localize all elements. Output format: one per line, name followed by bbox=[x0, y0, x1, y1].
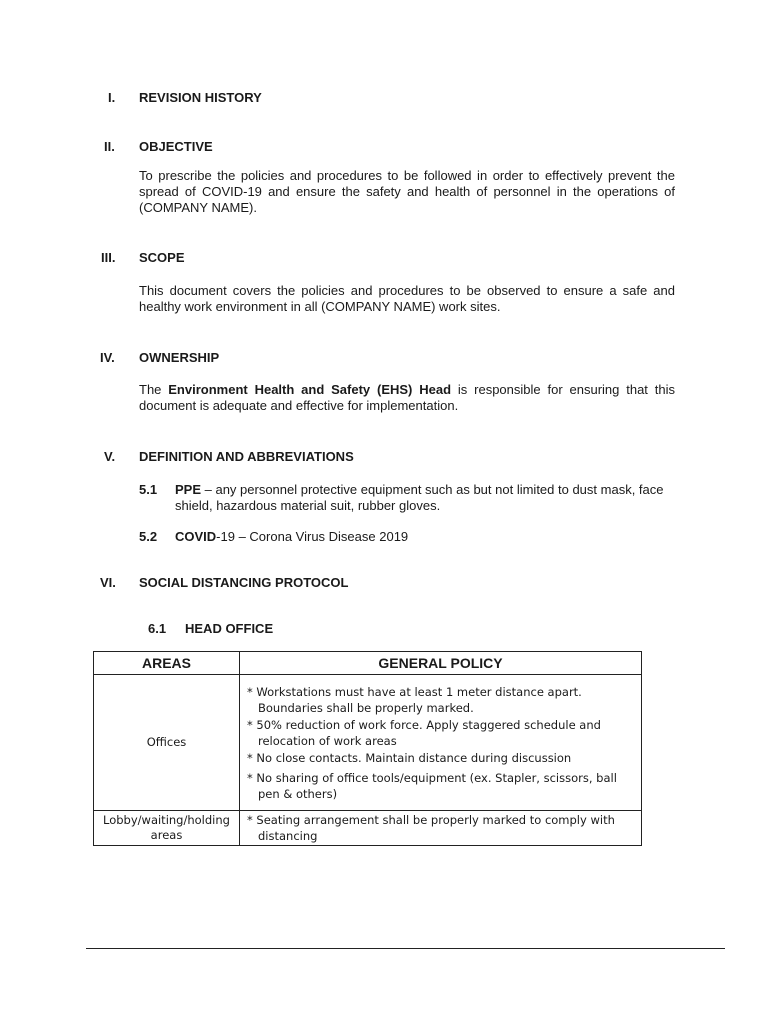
subsection-title: HEAD OFFICE bbox=[185, 621, 274, 636]
policy-line: relocation of work areas bbox=[258, 733, 397, 748]
policy-item bbox=[247, 684, 637, 716]
ownership-paragraph bbox=[139, 382, 675, 414]
table-cell-area: Offices bbox=[94, 675, 240, 811]
section-title-ownership: OWNERSHIP bbox=[139, 350, 220, 365]
section-numeral-iv: IV. bbox=[100, 350, 115, 365]
table-cell-policy bbox=[240, 811, 642, 846]
section-numeral-iii: III. bbox=[101, 250, 116, 265]
policy-item bbox=[247, 717, 637, 749]
policy-item bbox=[247, 770, 637, 802]
policy-table bbox=[93, 651, 642, 846]
objective-paragraph: To prescribe the policies and procedures to be followed in order to effectively prevent the spread of COVID-19 and ensure the safety and health of personnel in the operations of (COMPANY NAME). bbox=[139, 168, 675, 215]
definition-term-covid: COVID bbox=[175, 529, 217, 544]
definition-covid bbox=[175, 529, 665, 545]
section-numeral-ii: II. bbox=[104, 139, 115, 154]
policy-item bbox=[247, 812, 637, 844]
section-numeral-i: I. bbox=[108, 90, 116, 105]
section-title-social-distancing: SOCIAL DISTANCING PROTOCOL bbox=[139, 575, 349, 590]
section-numeral-v: V. bbox=[104, 449, 116, 464]
table-cell-policy bbox=[240, 675, 642, 811]
subsection-number: 6.1 bbox=[148, 621, 167, 636]
table-header-general-policy: GENERAL POLICY bbox=[240, 652, 642, 675]
policy-item bbox=[247, 750, 637, 766]
policy-line: * Workstations must have at least 1 meter distance apart. bbox=[247, 684, 582, 699]
definition-ppe bbox=[175, 482, 665, 514]
table-header-row bbox=[94, 652, 642, 675]
definition-number-5-1: 5.1 bbox=[139, 482, 158, 497]
definition-number-5-2: 5.2 bbox=[139, 529, 158, 544]
section-title-objective: OBJECTIVE bbox=[139, 139, 213, 154]
definition-desc-covid: -19 – Corona Virus Disease 2019 bbox=[216, 529, 409, 544]
section-numeral-vi: VI. bbox=[100, 575, 116, 590]
ownership-prefix: The bbox=[139, 382, 169, 397]
section-title-scope: SCOPE bbox=[139, 250, 185, 265]
policy-line: * No sharing of office tools/equipment (ex. Stapler, scissors, ball bbox=[247, 770, 617, 785]
definition-term-ppe: PPE bbox=[175, 482, 202, 497]
table-row bbox=[94, 675, 642, 811]
section-title-revision-history: REVISION HISTORY bbox=[139, 90, 262, 105]
policy-line: * No close contacts. Maintain distance during discussion bbox=[247, 750, 572, 765]
policy-line: distancing bbox=[258, 829, 318, 843]
scope-paragraph: This document covers the policies and procedures to be observed to ensure a safe and healthy work environment in all (COMPANY NAME) work sites. bbox=[139, 283, 675, 314]
area-line: Lobby/waiting/holding bbox=[103, 813, 230, 827]
section-title-definitions: DEFINITION AND ABBREVIATIONS bbox=[139, 449, 354, 464]
table-header-areas: AREAS bbox=[94, 652, 240, 675]
ownership-suffix: is responsible for ensuring that this document is adequate and effective for implementation. bbox=[139, 382, 676, 413]
definition-desc-ppe: – any personnel protective equipment such as but not limited to dust mask, face shield, hazardous material suit, rubber gloves. bbox=[175, 482, 664, 513]
area-line: areas bbox=[150, 828, 183, 842]
policy-line: * Seating arrangement shall be properly marked to comply with bbox=[247, 813, 615, 827]
footer-rule bbox=[86, 948, 725, 949]
policy-line: * 50% reduction of work force. Apply staggered schedule and bbox=[247, 717, 601, 732]
table-row bbox=[94, 811, 642, 846]
policy-line: pen & others) bbox=[258, 786, 338, 801]
policy-line: Boundaries shall be properly marked. bbox=[258, 700, 474, 715]
table-cell-area bbox=[94, 811, 240, 846]
ownership-role: Environment Health and Safety (EHS) Head bbox=[168, 382, 452, 397]
